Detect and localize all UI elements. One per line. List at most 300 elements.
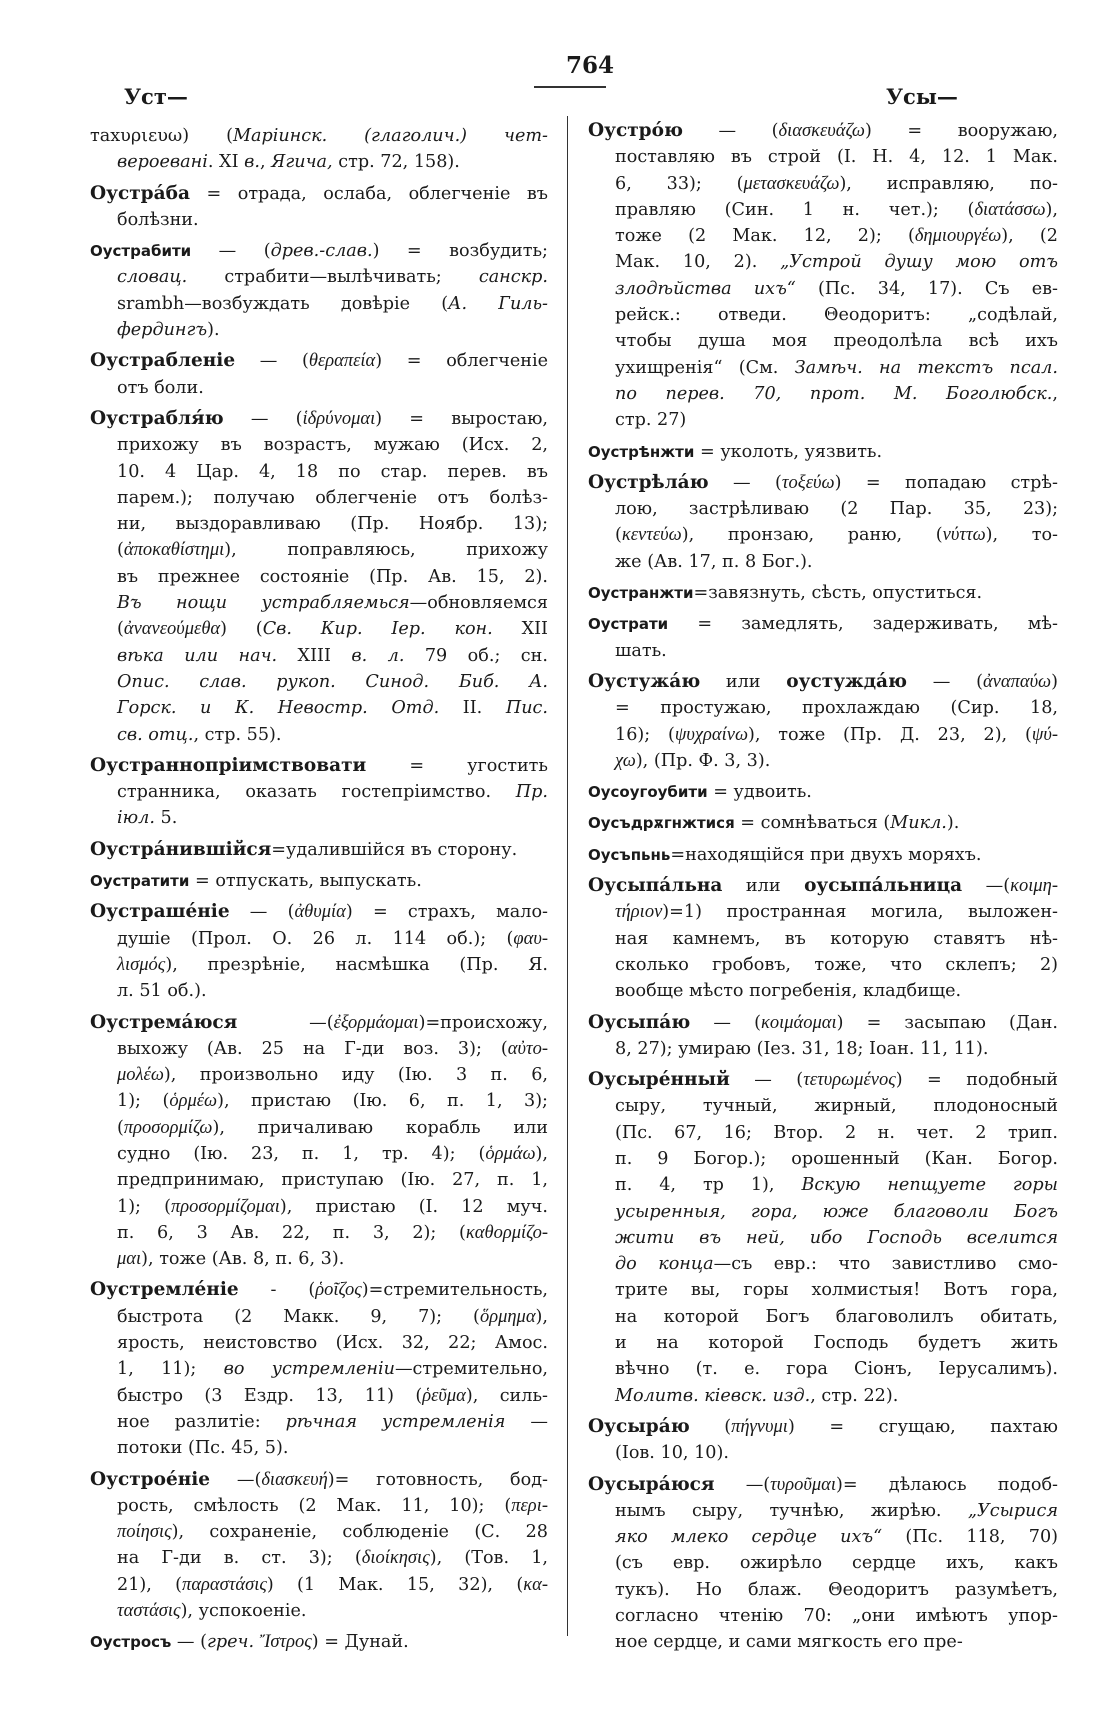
entry-line	[588, 197, 1058, 223]
headword: Оусырáюся	[588, 1473, 715, 1495]
italic-text: санскр.	[478, 267, 548, 288]
greek-term: ποίησις	[117, 1522, 172, 1543]
text-segment: (	[117, 619, 124, 640]
text-segment: , стр. 22).	[810, 1385, 899, 1406]
entry-line	[588, 1172, 1058, 1198]
greek-term: ῥεῦμα	[422, 1385, 466, 1406]
running-head-right: Усы—	[886, 84, 958, 109]
text-segment: 1); (	[117, 1091, 170, 1112]
entry-line	[90, 1572, 548, 1598]
entry-line	[588, 611, 1058, 637]
greek-term: ὁρμέω	[169, 1091, 218, 1112]
text-segment: —обновляемся	[409, 593, 548, 614]
text-segment: (	[615, 525, 622, 546]
text-segment: потоки (Пс. 45, 5).	[117, 1438, 289, 1459]
text-segment: ) = подобный	[895, 1070, 1058, 1091]
entry-line	[588, 722, 1058, 748]
text-segment: ), произвольно иду (Ію. 3 п. 6,	[163, 1065, 548, 1086]
dictionary-entry	[90, 181, 548, 234]
text-segment: 16); (	[615, 724, 675, 745]
text-segment: ) = засыпаю (Дан.	[836, 1012, 1058, 1033]
greek-term: μολέω	[117, 1065, 164, 1086]
entry-line	[588, 302, 1058, 328]
headword: Оустрѣлáю	[588, 471, 709, 493]
italic-text: Вскую непщуете горы	[801, 1175, 1058, 1196]
entry-line	[588, 926, 1058, 952]
entry-line	[90, 1036, 548, 1062]
entry-line	[90, 537, 548, 563]
text-segment: srambh—возбуждать довѣріе (	[117, 293, 449, 314]
italic-text: во устремленіи	[223, 1359, 395, 1380]
entry-line	[588, 171, 1058, 197]
text-segment: быстро (3 Ездр. 13, 11) (	[117, 1385, 423, 1406]
text-segment: трите вы, горы холмистыя! Вотъ гора,	[615, 1280, 1058, 1301]
text-segment: ) = выростаю,	[375, 408, 548, 429]
text-segment: ), пристаю (Ію. 6, п. 1, 3);	[217, 1091, 548, 1112]
greek-term: προσορμίζω	[123, 1117, 213, 1138]
entry-line	[588, 1146, 1058, 1172]
entry-line	[90, 722, 548, 748]
entry-line	[588, 1277, 1058, 1303]
text-segment: ) = вооружаю,	[864, 121, 1058, 141]
text-segment: — (	[235, 351, 309, 372]
text-segment: ),	[1045, 199, 1058, 220]
entry-line	[90, 1330, 548, 1356]
headword: Оустраннопріимствовати	[90, 754, 367, 776]
entry-line	[90, 1277, 548, 1303]
entry-line	[588, 695, 1058, 721]
entry-line	[90, 511, 548, 537]
headword: Оустрашéніе	[90, 901, 230, 923]
text-segment: ), (Пр. Ф. 3, 3).	[635, 750, 771, 771]
text-segment: и на которой Господь будетъ жить	[615, 1333, 1058, 1354]
greek-term: κοιμάομαι	[760, 1012, 837, 1033]
entry-line	[588, 381, 1058, 407]
entry-line	[588, 580, 1058, 606]
entry-line	[588, 144, 1058, 170]
italic-text: Св. Кир. Іер. кон.	[262, 619, 493, 640]
text-segment: II.	[439, 698, 506, 719]
entry-line	[90, 1356, 548, 1382]
dictionary-entry	[90, 406, 548, 748]
text-segment: ) = сгущаю, пахтаю	[787, 1416, 1058, 1437]
dictionary-entry	[588, 470, 1058, 575]
text-segment: ),	[535, 1306, 548, 1327]
greek-term: περι-	[511, 1495, 548, 1516]
text-segment: тахυριευω) (	[90, 126, 233, 146]
text-segment: (Іов. 10, 10).	[615, 1443, 729, 1464]
entry-line	[90, 485, 548, 511]
text-segment: предпринимаю, приступаю (Ію. 27, п. 1,	[117, 1170, 548, 1191]
text-segment: — (	[690, 1012, 761, 1033]
text-segment: ), презрѣніе, насмѣшка (Пр. Я.	[165, 954, 548, 975]
entry-line	[90, 432, 548, 458]
text-segment: = удвоить.	[707, 782, 812, 803]
text-segment: 6, 33); (	[615, 173, 744, 194]
text-segment: ), успокоеніе.	[180, 1601, 307, 1622]
entry-line	[90, 669, 548, 695]
text-segment: = угостить	[366, 755, 548, 776]
text-segment: ), сохраненіе, соблюденіе (С. 28	[171, 1522, 548, 1543]
text-segment: тоже (2 Мак. 12, 2); (	[615, 226, 915, 247]
dictionary-entry	[90, 868, 548, 894]
entry-line	[90, 753, 548, 779]
greek-term: τυροῦμαι	[770, 1474, 837, 1495]
text-segment: поставляю въ строй (І. Н. 4, 12. 1 Мак.	[615, 147, 1058, 168]
text-segment: ) = облегченіе	[375, 351, 548, 372]
entry-line	[588, 1036, 1058, 1062]
text-segment: п. 4, тр 1),	[615, 1175, 802, 1196]
greek-term: Ἴστρος	[259, 1632, 312, 1653]
headword: Оустроéніе	[90, 1468, 211, 1490]
text-segment: болѣзни.	[117, 209, 199, 230]
italic-text: злодѣйства ихъ“	[615, 278, 796, 299]
text-segment: прихожу въ возрастъ, мужаю (Исх. 2,	[117, 435, 548, 456]
text-segment: = отрада, ослаба, облегченіе въ	[189, 183, 548, 204]
text-segment: согласно чтенію 70: „они имѣютъ упор-	[615, 1606, 1058, 1627]
dictionary-entry	[588, 779, 1058, 805]
text-segment: ярость, неистовство (Исх. 32, 22; Амос.	[117, 1333, 548, 1354]
greek-term: μετασκευάζω	[743, 173, 840, 194]
dictionary-entry	[90, 1467, 548, 1625]
text-segment: ).	[207, 320, 220, 341]
text-segment: - (	[238, 1280, 316, 1301]
headword: оусыпáльница	[804, 875, 963, 897]
entry-line	[588, 1225, 1058, 1251]
entry-line	[90, 1629, 548, 1655]
text-segment: ) = попадаю стрѣ-	[834, 472, 1058, 493]
text-segment: ), пронзаю, раню, (	[681, 525, 943, 546]
text-segment: XII	[492, 619, 548, 640]
text-segment: тукъ). Но блаж. Θеодоритъ разумѣетъ,	[615, 1579, 1058, 1600]
greek-term: τήριον	[615, 902, 663, 923]
text-segment: —(	[210, 1469, 262, 1490]
text-segment: вѣчно (т. е. гора Сіонъ, Іерусалимъ).	[615, 1359, 1058, 1380]
text-segment: 21), (	[117, 1574, 183, 1595]
entry-line	[90, 616, 548, 642]
text-segment: )	[1051, 671, 1058, 692]
entry-line	[588, 1629, 1058, 1655]
greek-term: καθορμίζο-	[465, 1222, 548, 1243]
text-segment: шать.	[615, 640, 667, 661]
greek-term: ταστάσις	[117, 1601, 181, 1622]
text-segment: 5.	[154, 808, 178, 829]
italic-text: Молитв. кіевск. изд.	[615, 1385, 811, 1406]
text-segment: — (	[191, 241, 271, 262]
headword: Оусырáю	[588, 1415, 690, 1437]
dictionary-entry	[90, 123, 548, 176]
text-segment: л. 51 об.).	[117, 981, 207, 1002]
text-segment: ), тоже (Ав. 8, п. 6, 3).	[141, 1249, 345, 1270]
entry-line	[90, 1194, 548, 1220]
dictionary-entry	[588, 580, 1058, 606]
dictionary-entry	[588, 1472, 1058, 1656]
entry-line	[588, 842, 1058, 868]
text-segment: ), силь-	[465, 1385, 548, 1406]
greek-term: τετυρωμένος	[803, 1070, 896, 1091]
greek-term: ὁρμάω	[485, 1143, 536, 1164]
text-segment: ), (Тов. 1,	[429, 1548, 548, 1569]
dictionary-entry	[588, 1067, 1058, 1409]
italic-text: до конца	[615, 1254, 714, 1275]
greek-term: λισμός	[117, 954, 166, 975]
greek-term: κεντεύω	[621, 525, 682, 546]
text-segment: )= дѣлаюсь подоб-	[836, 1474, 1058, 1495]
entry-line	[588, 496, 1058, 522]
greek-term: δημιουργέω	[914, 226, 1002, 247]
entry-line	[588, 249, 1058, 275]
greek-term: διασκευάζω	[778, 121, 865, 141]
greek-term: ἀναπαύω	[982, 671, 1052, 692]
text-segment: 8, 27); умираю (Іез. 31, 18; Іоан. 11, 11).	[615, 1038, 989, 1059]
entry-line	[90, 207, 548, 233]
dictionary-entry	[588, 873, 1058, 1004]
text-segment: стр. 72, 158).	[332, 152, 460, 173]
greek-term: θεραπεία	[308, 351, 376, 372]
entry-line	[588, 779, 1058, 805]
entry-line	[90, 348, 548, 374]
text-segment: быстрота (2 Макк. 9, 7); (	[117, 1306, 480, 1327]
entry-line	[588, 1603, 1058, 1629]
headword: Оустремáюся	[90, 1011, 238, 1033]
text-segment: ная камнемъ, въ которую ставятъ нѣ-	[615, 928, 1058, 949]
greek-term: προσορμίζομαι	[170, 1196, 280, 1217]
greek-term: κα-	[523, 1574, 548, 1595]
text-segment: = простужаю, прохлаждаю (Сир. 18,	[615, 698, 1058, 719]
greek-term: διασκευή	[261, 1469, 328, 1490]
greek-term: τοξεύω	[781, 472, 835, 493]
text-segment: ,	[259, 152, 272, 173]
text-segment: ) (1 Мак. 15, 32), (	[266, 1574, 524, 1595]
headword: Оустрáба	[90, 182, 190, 204]
text-segment: —(	[962, 876, 1011, 897]
entry-line	[90, 1435, 548, 1461]
entry-line	[588, 407, 1058, 433]
headword: Оусоугоубити	[588, 783, 708, 802]
text-segment: ), исправляю, по-	[839, 173, 1058, 194]
text-segment: —съ евр.: что завистливо смо-	[713, 1254, 1058, 1275]
text-segment: сколько гробовъ, тоже, что склепъ; 2)	[615, 954, 1058, 975]
left-column	[90, 123, 548, 1661]
headword: Оустрáнившійся	[90, 838, 272, 860]
entry-line	[588, 1524, 1058, 1550]
italic-text: Пр.	[515, 782, 548, 803]
text-segment: страбити—вылѣчивать;	[187, 267, 479, 288]
entry-line	[90, 238, 548, 264]
text-segment: въ прежнее состояніе (Пр. Ав. 15, 2).	[117, 566, 548, 587]
entry-line	[90, 695, 548, 721]
entry-line	[90, 149, 548, 175]
italic-text: Замѣч. на текстъ псал.	[794, 357, 1058, 378]
text-segment: (	[689, 1416, 732, 1437]
text-segment: — (	[682, 121, 779, 141]
dictionary-entry	[588, 1414, 1058, 1467]
italic-text: словац.	[117, 267, 188, 288]
entry-line	[90, 805, 548, 831]
greek-term: ψυχραίνω	[674, 724, 749, 745]
greek-term: αὐτο-	[507, 1038, 548, 1059]
entry-line	[90, 1141, 548, 1167]
greek-term: ἱδρύνομαι	[302, 408, 376, 429]
italic-text: в. л.	[351, 645, 405, 666]
italic-text: жити въ ней, ибо Господь вселится	[615, 1227, 1058, 1248]
entry-line	[90, 1409, 548, 1435]
headword: Оусыпáю	[588, 1011, 691, 1033]
text-segment: ное сердце, и сами мягкость его пре-	[615, 1632, 963, 1653]
entry-line	[90, 264, 548, 290]
italic-text: А. Гиль-	[448, 293, 548, 314]
dictionary-entry	[588, 439, 1058, 465]
entry-line	[588, 355, 1058, 381]
italic-text: іюл.	[117, 808, 155, 829]
entry-line	[90, 406, 548, 432]
entry-line	[588, 223, 1058, 249]
text-segment: 79 об.; сн.	[404, 645, 548, 666]
text-segment: 1); (	[117, 1196, 171, 1217]
text-segment: судно (Ію. 23, п. 1, тр. 4); (	[117, 1143, 486, 1164]
italic-text: Опис. слав. рукоп. Синод. Биб. А.	[117, 671, 548, 692]
headword: оустуждáю	[786, 670, 908, 692]
dictionary-entry	[588, 611, 1058, 664]
entry-line	[90, 590, 548, 616]
entry-line	[90, 1010, 548, 1036]
entry-line	[90, 1467, 548, 1493]
italic-text: Горск. и К. Невостр. Отд.	[117, 698, 440, 719]
dictionary-entry	[90, 1629, 548, 1655]
text-segment: лою, застрѣливаю (2 Пар. 35, 23);	[615, 499, 1058, 520]
italic-text: Пис.	[505, 698, 548, 719]
italic-text: яко млеко сердце ихъ“	[615, 1527, 883, 1548]
entry-line	[588, 470, 1058, 496]
italic-text: по перев. 70, прот. М. Боголюбск.	[615, 383, 1053, 404]
entry-line	[588, 1498, 1058, 1524]
entry-line	[588, 952, 1058, 978]
text-segment: выхожу (Ав. 25 на Г-ди воз. 3); (	[117, 1038, 508, 1059]
entry-line	[588, 1383, 1058, 1409]
entry-line	[90, 317, 548, 343]
dictionary-entry	[588, 842, 1058, 868]
text-segment: = замедлять, задерживать, мѣ-	[668, 614, 1058, 635]
headword: Оустужáю	[588, 670, 701, 692]
italic-text: вѣка или нач.	[117, 645, 278, 666]
text-segment: ) = страхъ, мало-	[345, 902, 548, 923]
entry-line	[588, 276, 1058, 302]
italic-text: фердингъ	[117, 320, 208, 341]
greek-term: νύττω	[942, 525, 986, 546]
entry-line	[90, 1246, 548, 1272]
text-segment: = сомнѣваться (	[734, 813, 891, 834]
text-segment: рость, смѣлость (2 Мак. 11, 10); (	[117, 1495, 512, 1516]
entry-line	[588, 1304, 1058, 1330]
greek-term: διοίκησις	[361, 1548, 430, 1569]
text-segment: ),	[535, 1143, 548, 1164]
italic-text: Маріинск. (глаголич.) чет-	[232, 126, 548, 146]
text-segment: Мак. 10, 2).	[615, 252, 781, 273]
text-segment: —	[505, 1411, 548, 1432]
entry-line	[588, 1356, 1058, 1382]
entry-line	[90, 564, 548, 590]
text-segment: ), тоже (Пр. Д. 23, 2), (	[748, 724, 1032, 745]
greek-term: διατάσσω	[974, 199, 1046, 220]
entry-line	[90, 181, 548, 207]
entry-line	[588, 1440, 1058, 1466]
italic-text: древ.-слав.	[270, 241, 373, 262]
text-segment: п. 6, 3 Ав. 22, п. 3, 2); (	[117, 1222, 466, 1243]
text-segment: — (	[708, 472, 782, 493]
headword: Оусъпьнь	[588, 845, 671, 864]
column-separator	[567, 116, 568, 1636]
entry-line	[90, 1598, 548, 1624]
entry-line	[588, 1577, 1058, 1603]
entry-line	[90, 375, 548, 401]
entry-line	[588, 118, 1058, 144]
entry-line	[90, 459, 548, 485]
text-segment: — (	[907, 671, 983, 692]
page-number: 764	[566, 52, 615, 79]
entry-line	[588, 1251, 1058, 1277]
text-segment: — (	[729, 1070, 804, 1091]
headword: Оустрóю	[588, 120, 683, 141]
text-segment: (Пс. 67, 16; Втор. 2 н. чет. 2 трип.	[615, 1122, 1058, 1143]
dictionary-entry	[588, 1010, 1058, 1063]
text-segment: 10. 4 Цар. 4, 18 по стар. перев. въ	[117, 461, 548, 482]
entry-line	[588, 1330, 1058, 1356]
dictionary-entry	[90, 1277, 548, 1461]
text-segment: ное разлитіе:	[117, 1411, 286, 1432]
text-segment: ), поправляюсь, прихожу	[224, 540, 548, 561]
entry-line	[588, 1199, 1058, 1225]
entry-line	[588, 439, 1058, 465]
text-segment: на которой Богъ благоволилъ обитать,	[615, 1306, 1058, 1327]
greek-term: ἐξορμάομαι	[333, 1012, 419, 1033]
entry-line	[90, 1545, 548, 1571]
entry-line	[90, 643, 548, 669]
entry-line	[588, 1067, 1058, 1093]
entry-line	[588, 873, 1058, 899]
text-segment: ).	[946, 813, 960, 834]
headword: Оустрабля́ю	[90, 407, 224, 429]
text-segment: . XI	[207, 152, 245, 173]
italic-text: Въ нощи устрабляемься	[117, 593, 410, 614]
text-segment: XIII	[277, 645, 352, 666]
greek-term: κοιμη-	[1010, 876, 1058, 897]
right-column	[588, 118, 1058, 1661]
entry-line	[588, 522, 1058, 548]
text-segment: , стр. 55).	[193, 724, 282, 745]
headword: Оустратити	[90, 872, 190, 891]
entry-line	[90, 1088, 548, 1114]
entry-line	[588, 549, 1058, 575]
text-segment: =удалившійся въ сторону.	[271, 839, 518, 860]
text-segment: рейск.: отведи. Θеодоритъ: „содѣлай,	[615, 305, 1058, 326]
text-segment: нымъ сыру, тучнѣю, жирѣю.	[615, 1500, 968, 1521]
headword: Оусъдрѫгнжтися	[588, 814, 735, 833]
text-segment: (Пс. 118, 70)	[882, 1527, 1058, 1548]
entry-line	[90, 952, 548, 978]
headword: Оустранжти	[588, 584, 694, 603]
italic-text: „Усырися	[967, 1500, 1058, 1521]
entry-line	[90, 868, 548, 894]
text-segment: — (	[223, 408, 303, 429]
text-segment: ), пристаю (І. 12 муч.	[279, 1196, 548, 1217]
text-segment: (	[117, 540, 124, 561]
italic-text: Микл.	[890, 813, 947, 834]
dictionary-entry	[90, 753, 548, 832]
text-segment: чтобы душа моя преодолѣла всѣ ихъ	[615, 331, 1058, 352]
text-segment: душіе (Прол. О. 26 л. 114 об.); (	[117, 928, 514, 949]
entry-line	[90, 779, 548, 805]
entry-line	[588, 638, 1058, 664]
